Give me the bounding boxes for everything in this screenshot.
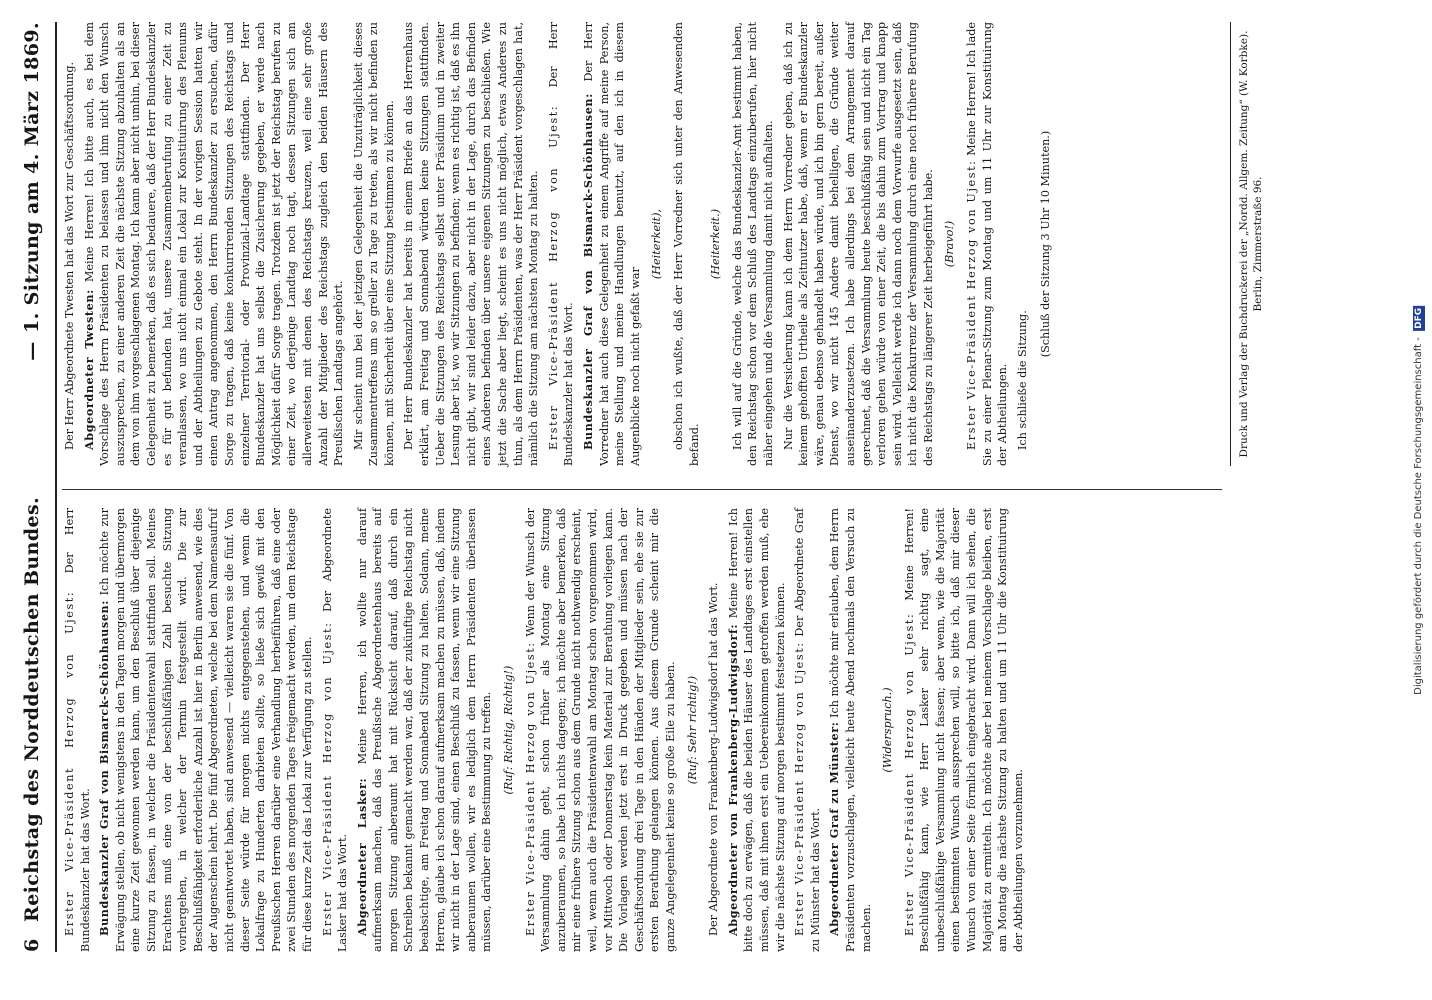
paragraph-text: Mir scheint nun bei der jetzigen Gelegenheit die Unzuträglichkeit dieses Zusammentreffens um so greller zu Tage zu treten, als wir nicht befinden zu können, mit Sicherheit über eine Sitzung bestimmen zu können. [351,22,396,466]
credit-text: Digitalisierung gefördert durch die Deutsche Forschungsgemeinschaft - [1413,336,1424,695]
paragraph-text: Der Abgeordnete Graf zu Münster hat das Wort. [793,507,822,952]
paragraph-text: Wenn der Wunsch der Versammlung dahin geht, schon früher als Montag eine Sitzung anzuberaumen, so habe ich nichts dagegen; ich möchte aber bemerken, daß mir eine frühere Sitzung schon aus dem Grunde nicht nothwendig erscheint, weil, wenn auch die Präsidentenwahl am Montag schon vorgenommen wird, vor Mittwoch oder Donnerstag kein Material zur Berathung vorliegen kann. Die Vorlagen werden jetzt erst in Druck gegeben und müssen nach der Geschäftsordnung drei Tage in den Händen der Mitglieder sein, ehe sie zur ersten Berathung gelangen können. Aus diesem Grunde scheint mir die ganze Angelegenheit keine so große Eile zu haben. [523,508,677,952]
paragraph [97,508,315,952]
paragraph [355,508,495,952]
paragraph [726,508,788,952]
digitization-credit [1408,20,1430,980]
paragraph [730,22,777,466]
printer-imprint [1230,22,1265,466]
left-column [62,508,1030,952]
interjection: (Bravo!) [943,220,957,268]
speaker: Erster Vice-Präsident Herzog von Ujest: [546,104,560,450]
paragraph [671,22,702,466]
paragraph-text: Meine Herren, ich wollte nur darauf aufmerksam machen, daß das Preußische Abgeordnetenhaus bereits auf morgen Sitzung anberaumt hat mit Rücksicht darauf, daß durch ein Schreiben bekannt gemacht werden war, daß der zukünftige Reichstag nicht beabsichtige, am Freitag und Sonnabend Sitzung zu halten. Sodann, meine Herren, glaube ich schon darauf aufmerksam machen zu müssen, daß, indem wir nicht in der Lage sind, einen Beschluß zu fassen, wenn wir eine Sitzung anberaumen wollen, wir es lediglich dem Herrn Präsidenten überlassen müssen, darüber eine Bestimmung zu treffen. [355,508,494,952]
paragraph-text: Der Herr Vorredner hat auch diese Gelegenheit zu einem Angriffe auf meine Person, meine Stellung und meine Handlungen benutzt, auf den ich in diesem Augenblicke noch nicht gefaßt war [582,22,642,466]
speaker: Erster Vice-Präsident Herzog von Ujest: [523,641,537,936]
session-title: 1. Sitzung am 4. März 1869. [21,22,43,334]
paragraph [401,22,541,466]
paragraph [964,22,1011,466]
paragraph-text: Meine Herren! Ich bitte auch, es bei dem Vorschlage des Herrn Präsidenten zu belassen und ihm nicht den Wunsch auszusprechen, zu einer anderen Zeit die nächste Sitzung abzuhalten als an dem von ihm vorgeschlagenen Montag. Ich kann aber nicht umhin, bei dieser Gelegenheit zu bemerken, daß es sich bedauere, daß der Herr Bundeskanzler es für gut befunden hat, unsere Zusammenberufung zu einer Zeit zu veranlassen, wo uns nicht einmal ein Lokal zur Konstituirung des Plenums und der Abtheilungen zu Gebote steht. In der vorigen Session hatten wir einen Antrag angenommen, den Herrn Bundeskanzler zu ersuchen, dafür Sorge zu tragen, daß keine konkurrirenden Sitzungen des Reichstags und einzelner Territorial- oder Provinzial-Landtage stattfinden. Der Herr Bundeskanzler hat uns selbst die Zusicherung gegeben, er werde nach Möglichkeit dafür Sorge tragen. Trotzdem ist jetzt der Reichstag berufen zu einer Zeit, wo derjenige Landtag noch tagt, dessen Sitzungen sich am allerweitesten mit denen des Reichstags kreuzen, weil eine sehr große Anzahl der Mitglieder des Reichstags zugleich den beiden Häusern des Preußischen Landtags angehört. [82,22,346,466]
right-column [62,22,1062,466]
paragraph [351,22,398,466]
interjection: (Ruf: Sehr richtig!) [685,675,699,785]
paragraph [581,22,643,466]
paragraph [546,22,577,466]
header-rule [55,22,57,952]
imprint-line: Druck und Verlag der Buchdruckerei der „Nordd. Allgem. Zeitung“ (W. Korbke). [1238,30,1250,458]
paragraph [523,508,679,952]
interjection: (Heiterkeit.) [709,208,723,280]
speaker: Abgeordneter Twesten: [81,289,96,450]
session-closing: (Schluß der Sitzung 3 Uhr 10 Minuten.) [1039,130,1053,358]
paragraph-text: Der Herr Bundeskanzler hat das Wort. [546,22,576,466]
speaker: Abgeordneter von Frankenberg-Ludwigsdorf: [725,623,740,936]
header-separator: — [21,341,43,361]
page-header [12,22,52,952]
speaker: Bundeskanzler Graf von Bismarck-Schönhausen: [97,600,112,936]
paragraph-text: Meine Herren! Ich lade Sie zu einer Plenar-Sitzung zum Montag und um 11 Uhr zur Konstituirung der Abtheilungen. [965,22,1010,466]
paragraph-text: Nur die Versicherung kann ich dem Herrn Vorredner geben, daß ich zu keinem gehofften Urtheile als Zeitnutzer habe, daß, wenn er Bundeskanzler wäre, genau ebenso gehandelt haben würde, und ich bin gern bereit, außer Dienst, wo wir nicht 145 Andere damit behelligen, die Gründe weiter auseinanderzusetzen. Ich habe allerdings bei dem Arrangement darauf gerechnet, daß die Versammlung heute beschlußfähig sein und nicht ein Tag verloren gehen würde von einer Zeit, die bis dahin zum Vortrag und knapp sein wird. Vielleicht werde ich dann noch dem Vorwurfe ausgesetzt sein, daß ich nicht die Konkurrenz der Versammlung durch eine noch frühere Berufung des Reichstags zu längerer Zeit herbeigeführt habe. [781,22,935,466]
imprint-line: Berlin, Zimmerstraße 96. [1252,176,1264,312]
speaker: Erster Vice-Präsident Herzog von Ujest: [320,621,334,936]
paragraph-text: Meine Herren! Beschlußfähig kann, wie Herr Lasker sehr richtig sagt, eine unbeschlußfähige Versammlung nicht fassen; aber wenn, wie die Majorität einen bestimmten Wunsch aussprechen will, so bitte ich, daß mir dieser Wunsch von einer Seite förmlich eingebracht wird. Dann will ich sehen, die Majorität zu ermitteln. Ich möchte aber bei meinem Vorschlage bleiben, erst am Montag die nächste Sitzung zu halten und um 11 Uhr die Konstituirung der Abtheilungen vorzunehmen. [902,508,1025,952]
paragraph-text: Ich schließe die Sitzung. [1015,310,1029,450]
paragraph [781,22,937,466]
interjection: (Heiterkeit), [650,208,664,280]
paragraph-text: Der Herr Abgeordnete Twesten hat das Wort zur Geschäftsordnung. [63,61,76,450]
paragraph-text: Ich will auf die Gründe, welche das Bundeskanzler-Amt bestimmt haben, den Reichstag schon vor dem Schluß des Landtags einzuberufen, hier nicht näher eingehen und die Versammlung damit nicht aufhalten. [730,22,775,466]
speaker: Bundeskanzler Graf von Bismarck-Schönhausen: [581,93,595,450]
speaker: Erster Vice-Präsident Herzog von Ujest: [793,641,807,936]
interjection: (Ruf: Richtig, Richtig!) [502,665,516,795]
paragraph-text: Der Abgeordnete von Frankenberg-Ludwigsdorf hat das Wort. [707,582,721,936]
paragraph [827,508,874,952]
paragraph [902,508,1027,952]
paragraph [62,22,78,466]
paragraph-text: Der Abgeordnete Lasker hat das Wort. [320,508,350,952]
speaker: Erster Vice-Präsident Herzog von Ujest: [63,590,76,936]
paragraph [792,508,823,952]
dfg-logo: DFG [1414,307,1424,329]
paragraph [1015,22,1031,466]
speaker: Abgeordneter Graf zu Münster: [827,721,842,936]
page-title: Reichstag des Norddeutschen Bundes. [21,496,43,922]
page-number: 6 [21,938,43,952]
paragraph-text: Meine Herren! Ich bitte doch zu erwägen, daß die beiden Häuser des Landtages erst einstellen müssen, daß mit ihnen erst ein Uebereinkommen getroffen werden muß, ehe wir die nächste Sitzung auf morgen bestimmt festsetzen können. [726,508,787,952]
paragraph [706,508,722,952]
paragraph-text: Der Herr Bundeskanzler hat bereits in einem Briefe an das Herrenhaus erklärt, am Freitag und Sonnabend würden keine Sitzungen stattfinden. Ueber die Sitzungen des Reichstags selbst unter Präsidium und in zweiter Lesung aber ist, wo wir Sitzungen zu befinden; wenn es richtig ist, daß es ihn nicht gibt, wir sind leider dazu, aber nicht in der Lage, durch das Befinden eines Anderen befinden über unsere eigenen Sitzungen zu beschließen. Wie jetzt die Sache aber liegt, scheint es uns nicht möglich, etwas Anderes zu thun, als dem Herrn Präsidenten, was der Herr Präsident vorgeschlagen hat, nämlich die Sitzung am nächsten Montag zu halten. [402,22,541,466]
paragraph-text: Der Herr Bundeskanzler hat das Wort. [63,508,92,952]
paragraph-text: Ich möchte mir erlauben, dem Herrn Präsidenten vorzuschlagen, vielleicht heute Abend nochmals den Versuch zu machen. [828,508,873,952]
paragraph [82,22,347,466]
paragraph [320,508,351,952]
paragraph-text: obschon ich wußte, daß der Herr Vorredner sich unter den Anwesenden befand. [671,22,701,466]
interjection: (Widerspruch.) [881,687,895,773]
paragraph-text: Ich möchte zur Erwägung stellen, ob nicht wenigstens in den Tagen morgen und übermorgen eine kurze Zeit gewonnen werden kann, um den Beschluß über diejenige Sitzung zu fassen, in welcher die Präsidentenwahl stattfinden soll. Meines Erachtens muß eine von der beschlußfähigen Zahl besuchte Sitzung vorhergehen, in welcher der Termin festgestellt wird. Die zur Beschlußfähigkeit erforderliche Anzahl ist hier in Berlin anwesend, wie dies der Augenschein lehrt. Die fünf Abgeordneten, welche bei dem Namensaufruf nicht geantwortet haben, sind anwesend — vielleicht waren sie die fünf. Von dieser Seite würde für morgen nichts entgegenstehen, und wenn die Lokalfrage zu Hunderten darbieten sollte, so ließe sich gewiß mit den Preußischen Herren darüber eine Verhandlung herbeiführen, daß eine oder zwei Stunden des morgenden Tages freigemacht werden, um dem Reichstage für diese kurze Zeit das Lokal zur Verfügung zu stellen. [98,508,314,952]
speaker: Erster Vice-Präsident Herzog von Ujest: [902,612,916,936]
paragraph [62,508,93,952]
speaker: Erster Vice-Präsident Herzog von Ujest: [965,159,979,450]
speaker: Abgeordneter Lasker: [354,777,369,936]
column-divider [62,489,1222,490]
